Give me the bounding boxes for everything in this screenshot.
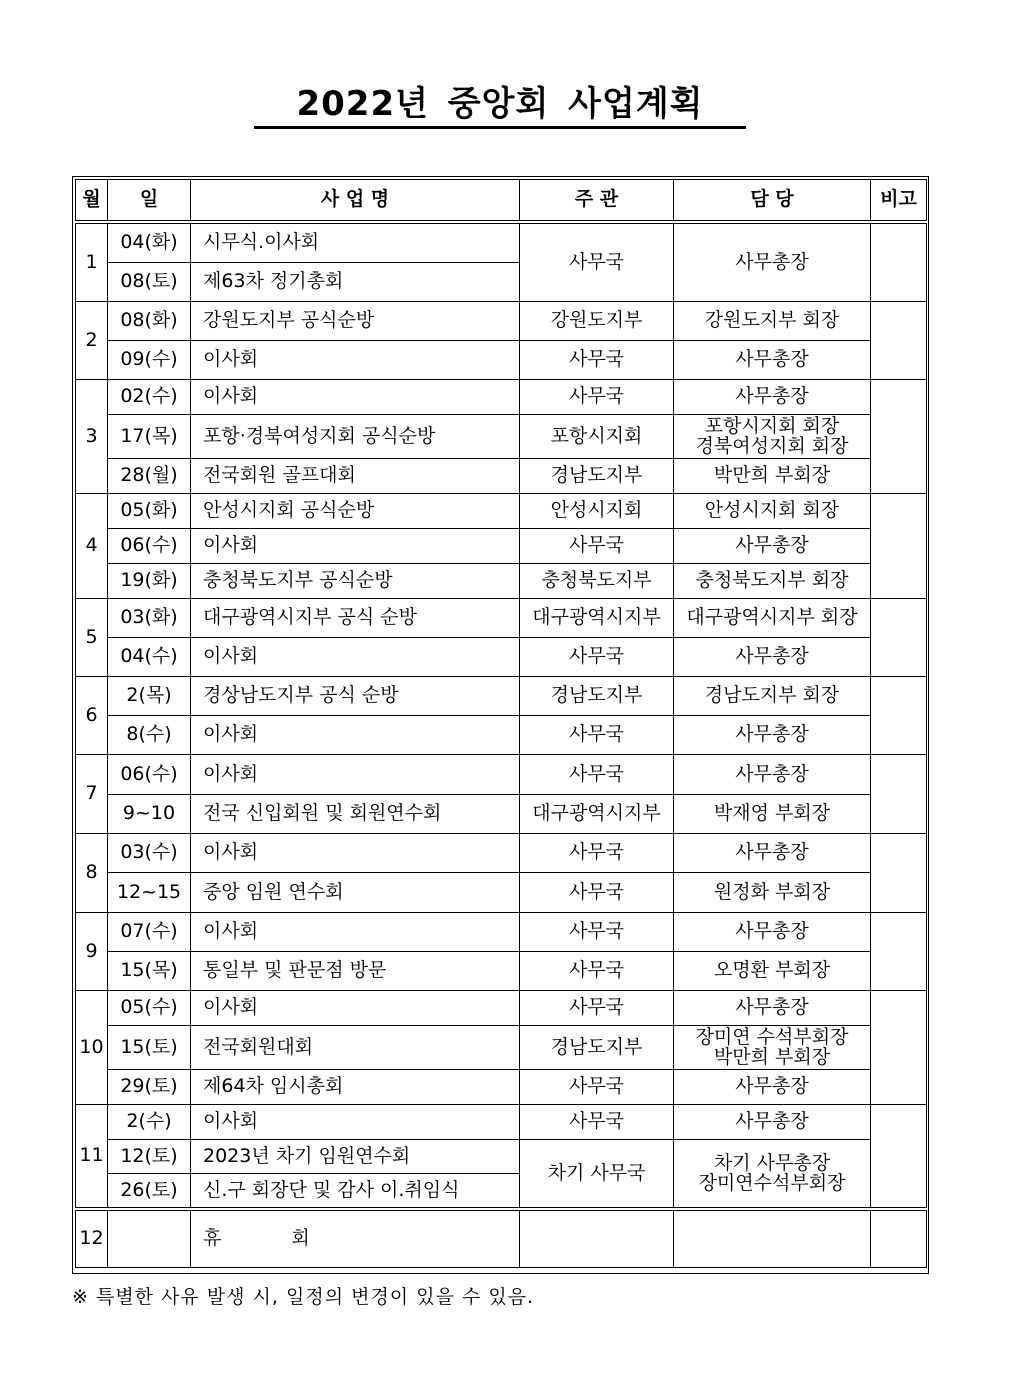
host-cell: 사무국 [520,1070,674,1105]
name-cell [191,1211,520,1268]
day-cell: 28(월) [108,459,191,494]
host-cell: 사무국 [520,873,674,913]
name-cell: 이사회 [191,755,520,795]
charge-cell: 사무총장 [674,638,871,677]
host-cell: 차기 사무국 [520,1140,674,1208]
plan-table [75,179,927,1268]
charge-cell: 사무총장 [674,529,871,564]
table-row [76,638,927,677]
charge-cell: 안성시지회 회장 [674,494,871,529]
header-name: 사 업 명 [191,180,520,221]
host-cell: 사무국 [520,991,674,1026]
remark-cell [871,494,927,599]
month-cell: 5 [76,599,108,677]
header-charge: 담 당 [674,180,871,221]
header-remark: 비고 [871,180,927,221]
host-cell: 사무국 [520,224,674,302]
name-cell: 이사회 [191,380,520,415]
month-cell: 7 [76,755,108,834]
table-row [76,952,927,991]
name-cell: 통일부 및 판문점 방문 [191,952,520,991]
charge-cell: 사무총장 [674,834,871,873]
remark-cell [871,677,927,755]
name-cell: 이사회 [191,638,520,677]
table-row [76,795,927,834]
remark-cell [871,755,927,834]
name-cell: 포항·경북여성지회 공식순방 [191,415,520,459]
name-cell: 중앙 임원 연수회 [191,873,520,913]
name-cell: 이사회 [191,529,520,564]
host-cell: 사무국 [520,529,674,564]
host-cell: 강원도지부 [520,302,674,341]
host-cell: 사무국 [520,638,674,677]
table-row [76,716,927,755]
header-host: 주 관 [520,180,674,221]
day-cell: 06(수) [108,529,191,564]
header-month: 월 [76,180,108,221]
host-cell: 사무국 [520,755,674,795]
remark-cell [871,1211,927,1268]
remark-cell [871,302,927,380]
name-cell: 안성시지회 공식순방 [191,494,520,529]
day-cell: 03(수) [108,834,191,873]
day-cell: 02(수) [108,380,191,415]
day-cell: 08(토) [108,263,191,302]
month-cell: 12 [76,1211,108,1268]
name-cell: 대구광역시지부 공식 순방 [191,599,520,638]
name-cell: 이사회 [191,341,520,380]
host-cell: 경남도지부 [520,677,674,716]
recess-label: 휴 회 [203,1227,342,1250]
host-cell: 경남도지부 [520,459,674,494]
charge-cell: 충청북도지부 회장 [674,564,871,599]
name-cell: 경상남도지부 공식 순방 [191,677,520,716]
day-cell: 15(목) [108,952,191,991]
name-cell: 이사회 [191,716,520,755]
month-cell: 10 [76,991,108,1105]
table-row [76,991,927,1026]
name-cell: 이사회 [191,1105,520,1140]
charge-cell [674,415,871,459]
month-cell: 6 [76,677,108,755]
charge-cell: 사무총장 [674,716,871,755]
title-block [254,80,746,128]
charge-line-2: 박만희 부회장 [713,1045,831,1068]
remark-cell [871,224,927,302]
charge-line-1: 포항시지회 회장 [704,414,840,437]
table-row [76,529,927,564]
charge-cell: 박만희 부회장 [674,459,871,494]
table-header-row [76,180,927,221]
name-cell: 강원도지부 공식순방 [191,302,520,341]
charge-cell: 경남도지부 회장 [674,677,871,716]
day-cell: 12~15 [108,873,191,913]
charge-line-2: 경북여성지회 회장 [695,434,849,457]
name-cell: 시무식.이사회 [191,224,520,263]
month-cell: 3 [76,380,108,494]
table-row [76,834,927,873]
day-cell [108,1211,191,1268]
remark-cell [871,599,927,677]
remark-cell [871,380,927,494]
name-cell: 제63차 정기총회 [191,263,520,302]
day-cell: 07(수) [108,913,191,952]
host-cell: 안성시지회 [520,494,674,529]
name-cell: 전국 신입회원 및 회원연수회 [191,795,520,834]
table-row [76,1070,927,1105]
table-row [76,341,927,380]
day-cell: 15(토) [108,1026,191,1070]
month-cell: 4 [76,494,108,599]
day-cell: 9~10 [108,795,191,834]
day-cell: 04(수) [108,638,191,677]
remark-cell [871,834,927,913]
remark-cell [871,991,927,1105]
name-cell: 이사회 [191,991,520,1026]
table-row [76,1211,927,1268]
name-cell: 2023년 차기 임원연수회 [191,1140,520,1174]
day-cell: 19(화) [108,564,191,599]
day-cell: 04(화) [108,224,191,263]
host-cell [520,1211,674,1268]
title-underline [254,126,746,129]
footnote: ※ 특별한 사유 발생 시, 일정의 변경이 있을 수 있음. [72,1286,535,1308]
charge-cell [674,1026,871,1070]
day-cell: 2(수) [108,1105,191,1140]
table-row [76,913,927,952]
charge-cell: 사무총장 [674,1105,871,1140]
host-cell: 대구광역시지부 [520,599,674,638]
month-cell: 11 [76,1105,108,1208]
charge-cell: 원정화 부회장 [674,873,871,913]
host-cell: 포항시지회 [520,415,674,459]
charge-cell: 강원도지부 회장 [674,302,871,341]
name-cell: 전국회원 골프대회 [191,459,520,494]
table-row [76,1105,927,1140]
remark-cell [871,1105,927,1208]
day-cell: 08(화) [108,302,191,341]
charge-line-1: 장미연 수석부회장 [695,1025,849,1048]
name-cell: 전국회원대회 [191,1026,520,1070]
day-cell: 03(화) [108,599,191,638]
table-row [76,755,927,795]
charge-cell: 박재영 부회장 [674,795,871,834]
table-row [76,677,927,716]
day-cell: 29(토) [108,1070,191,1105]
day-cell: 05(수) [108,991,191,1026]
charge-cell [674,1140,871,1208]
header-day: 일 [108,180,191,221]
host-cell: 충청북도지부 [520,564,674,599]
table-row [76,1140,927,1174]
table-row [76,302,927,341]
charge-line-1: 차기 사무총장 [713,1151,831,1174]
host-cell: 사무국 [520,716,674,755]
month-cell: 8 [76,834,108,913]
table-row [76,224,927,263]
day-cell: 8(수) [108,716,191,755]
remark-cell [871,913,927,991]
table-row [76,599,927,638]
table-row [76,564,927,599]
charge-cell [674,1211,871,1268]
name-cell: 신.구 회장단 및 감사 이.취임식 [191,1174,520,1208]
page-title: 2022년 중앙회 사업계획 [296,84,704,124]
month-cell: 2 [76,302,108,380]
day-cell: 2(목) [108,677,191,716]
charge-line-2: 장미연수석부회장 [698,1171,846,1194]
host-cell: 사무국 [520,341,674,380]
table-row [76,380,927,415]
charge-cell: 사무총장 [674,224,871,302]
charge-cell: 사무총장 [674,755,871,795]
day-cell: 26(토) [108,1174,191,1208]
charge-cell: 사무총장 [674,341,871,380]
host-cell: 사무국 [520,913,674,952]
day-cell: 06(수) [108,755,191,795]
name-cell: 제64차 임시총회 [191,1070,520,1105]
day-cell: 17(목) [108,415,191,459]
charge-cell: 오명환 부회장 [674,952,871,991]
day-cell: 09(수) [108,341,191,380]
host-cell: 사무국 [520,834,674,873]
charge-cell: 사무총장 [674,991,871,1026]
table-row [76,494,927,529]
table-row [76,873,927,913]
host-cell: 사무국 [520,1105,674,1140]
host-cell: 사무국 [520,952,674,991]
charge-cell: 대구광역시지부 회장 [674,599,871,638]
month-cell: 9 [76,913,108,991]
charge-cell: 사무총장 [674,380,871,415]
host-cell: 대구광역시지부 [520,795,674,834]
host-cell: 사무국 [520,380,674,415]
charge-cell: 사무총장 [674,913,871,952]
table-row [76,459,927,494]
name-cell: 충청북도지부 공식순방 [191,564,520,599]
day-cell: 12(토) [108,1140,191,1174]
table-row [76,415,927,459]
table-row [76,1026,927,1070]
month-cell: 1 [76,224,108,302]
host-cell: 경남도지부 [520,1026,674,1070]
day-cell: 05(화) [108,494,191,529]
charge-cell: 사무총장 [674,1070,871,1105]
name-cell: 이사회 [191,913,520,952]
name-cell: 이사회 [191,834,520,873]
